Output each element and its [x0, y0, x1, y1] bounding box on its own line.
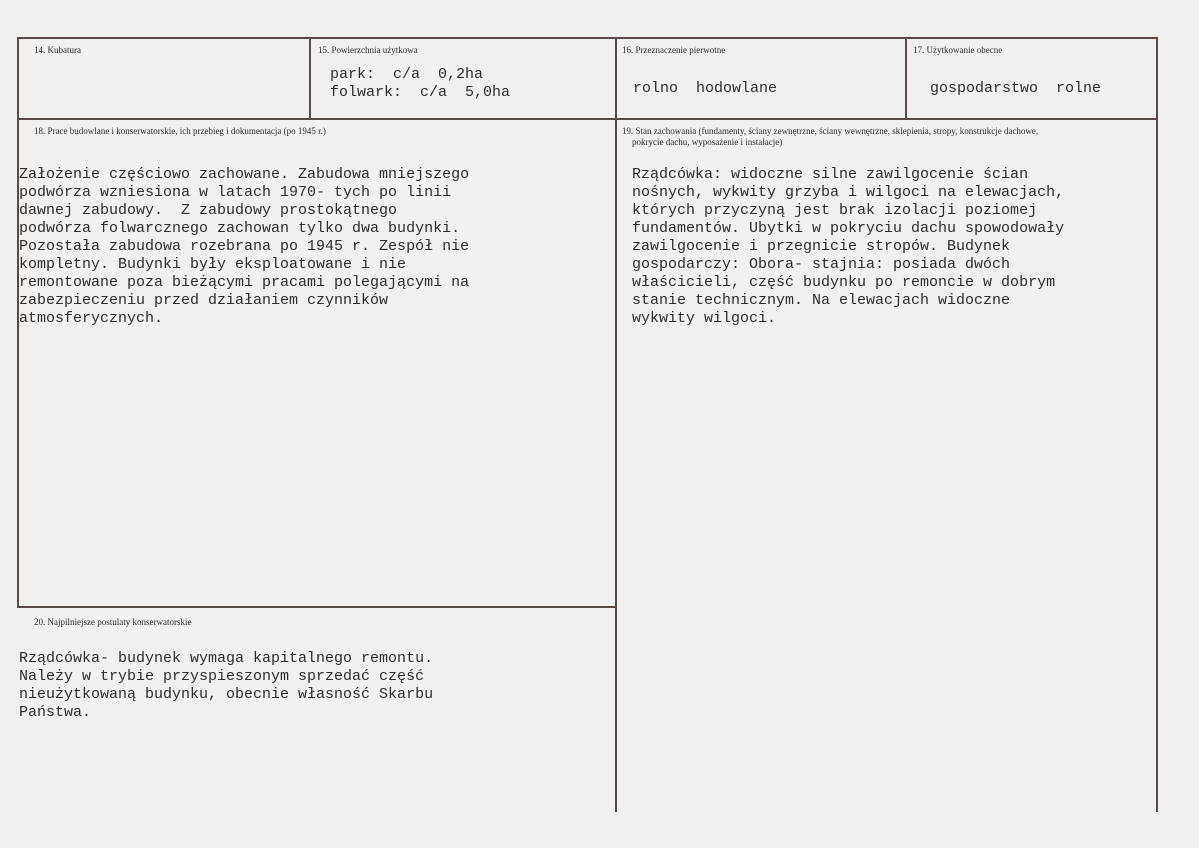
divider-14-15 [309, 37, 311, 120]
right-border-line [1156, 37, 1158, 812]
field-18-line: Założenie częściowo zachowane. Zabudowa mniejszego [19, 166, 470, 183]
field-15-value-park: park: c/a 0,2ha [330, 66, 484, 83]
section-20-top-line [17, 606, 617, 608]
row-divider-line [17, 118, 1158, 120]
field-19-label-cont: pokrycie dachu, wyposażenie i instalacje) [632, 137, 783, 147]
field-16-value: rolno hodowlane [633, 80, 778, 97]
divider-16-17 [905, 37, 907, 120]
field-19-line: zawilgocenie i przegnicie stropów. Budynek [632, 238, 1011, 255]
field-19-line: właścicieli, część budynku po remoncie w dobrym [632, 274, 1056, 291]
field-20-label: 20. Najpilniejsze postulaty konserwatorskie [34, 617, 192, 627]
field-18-line: dawnej zabudowy. Z zabudowy prostokątnego [19, 202, 398, 219]
field-18-line: atmosferycznych. [19, 310, 164, 327]
field-15-label: 15. Powierzchnia użytkowa [318, 45, 418, 55]
field-18-line: kompletny. Budynki były eksploatowane i nie [19, 256, 407, 273]
top-border-line [17, 37, 1158, 39]
field-19-label: 19. Stan zachowania (fundamenty, ściany zewnętrzne, ściany wewnętrzne, sklepienia, stropy, konstrukcje dachowe, [622, 126, 1039, 136]
field-18-line: Pozostała zabudowa rozebrana po 1945 r. Zespół nie [19, 238, 470, 255]
field-16-label: 16. Przeznaczenie pierwotne [622, 45, 726, 55]
field-14-label: 14. Kubatura [34, 45, 81, 55]
center-divider-line [615, 37, 617, 812]
field-19-line: fundamentów. Ubytki w pokryciu dachu spowodowały [632, 220, 1065, 237]
field-15-value-folwark: folwark: c/a 5,0ha [330, 84, 511, 101]
field-19-line: gospodarczy: Obora- stajnia: posiada dwóch [632, 256, 1011, 273]
field-18-line: podwórza wzniesiona w latach 1970- tych po linii [19, 184, 452, 201]
field-19-line: nośnych, wykwity grzyba i wilgoci na elewacjach, [632, 184, 1065, 201]
field-18-line: podwórza folwarcznego zachowan tylko dwa budynki. [19, 220, 461, 237]
field-17-label: 17. Użytkowanie obecne [913, 45, 1003, 55]
field-20-line: nieużytkowaną budynku, obecnie własność Skarbu [19, 686, 434, 703]
field-20-line: Państwa. [19, 704, 92, 721]
field-20-line: Rządcówka- budynek wymaga kapitalnego remontu. [19, 650, 434, 667]
field-19-line: stanie technicznym. Na elewacjach widoczne [632, 292, 1011, 309]
field-19-line: których przyczyną jest brak izolacji poziomej [632, 202, 1038, 219]
field-19-line: wykwity wilgoci. [632, 310, 777, 327]
field-18-label: 18. Prace budowlane i konserwatorskie, ich przebieg i dokumentacja (po 1945 r.) [34, 126, 326, 136]
field-18-line: zabezpieczeniu przed działaniem czynników [19, 292, 389, 309]
field-19-line: Rządcówka: widoczne silne zawilgocenie ścian [632, 166, 1029, 183]
field-20-line: Należy w trybie przyspieszonym sprzedać część [19, 668, 425, 685]
field-18-line: remontowane poza bieżącymi pracami polegającymi na [19, 274, 470, 291]
field-17-value: gospodarstwo rolne [930, 80, 1102, 97]
